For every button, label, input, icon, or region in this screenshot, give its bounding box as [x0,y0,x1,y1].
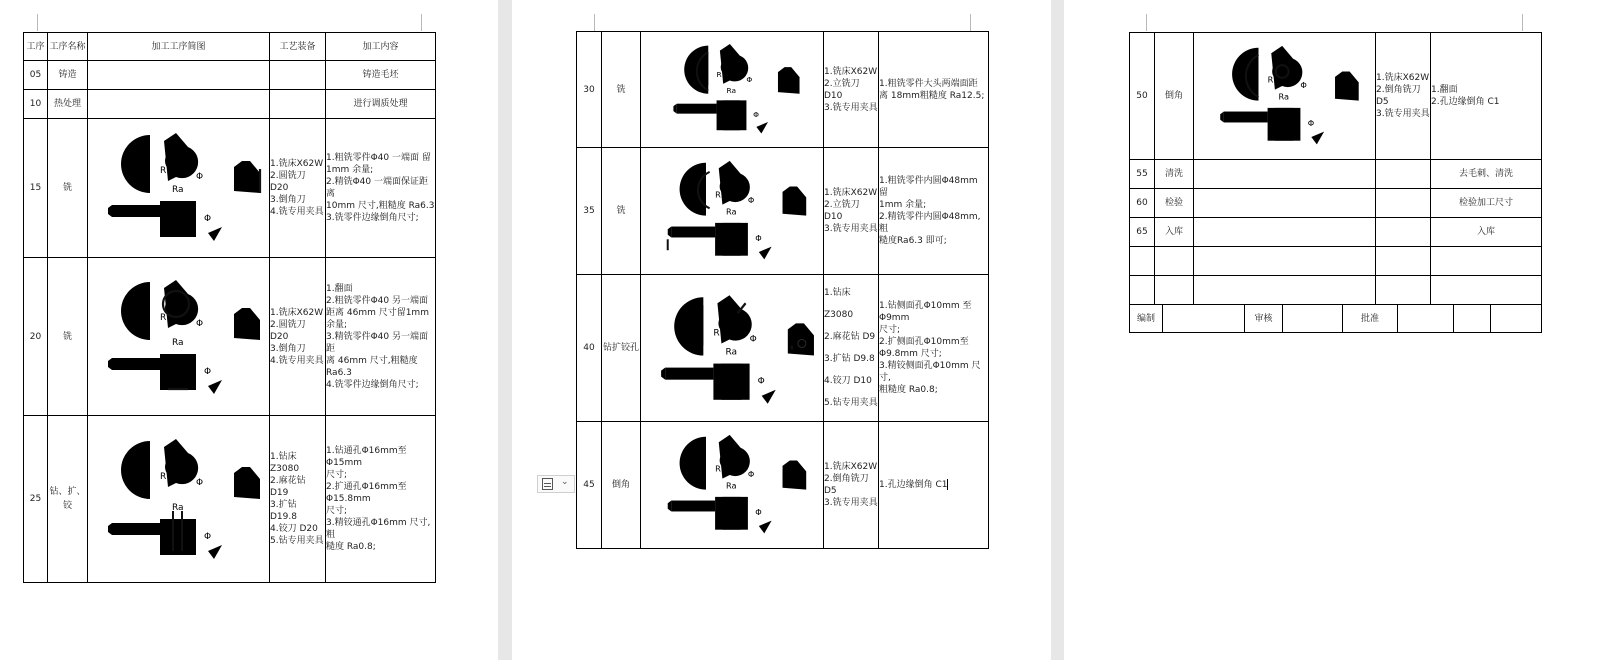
table-layout-control[interactable] [537,475,575,493]
equip-cell [270,90,326,119]
process-table-page-1 [23,32,436,583]
step-name: 铣 [602,148,641,275]
process-sketch [88,419,268,579]
step-no: 60 [1130,189,1155,218]
process-sketch [641,150,822,273]
table-row [1130,33,1542,160]
step-name: 铸造 [48,61,88,90]
table-row [577,32,989,148]
text-cursor [947,479,948,490]
signature-row [1129,304,1542,333]
table-row [24,90,436,119]
step-no: 40 [577,275,602,422]
step-no: 20 [24,258,48,416]
sketch-cell [88,258,270,416]
step-no: 10 [24,90,48,119]
table-row [1130,218,1542,247]
step-name: 热处理 [48,90,88,119]
table-row [24,416,436,583]
sketch-cell [88,416,270,583]
equip-cell: 1.铣床X62W 2.圆铣刀 D20 3.倒角刀 4.铣专用夹具 [270,258,326,416]
process-sketch [88,262,268,412]
step-no: 50 [1130,33,1155,160]
content-cell: 进行调质处理 [326,90,436,119]
process-sketch [88,121,268,256]
content-cell: 铸造毛坯 [326,61,436,90]
process-sketch [641,277,822,420]
sketch-cell [641,275,824,422]
step-name: 钻、扩、铰 [48,416,88,583]
header-sketch: 加工工序简图 [88,33,270,61]
step-name: 倒角 [602,422,641,549]
equip-cell: 1.铣床X62W 2.倒角铣刀 D5 3.铣专用夹具 [1376,33,1431,160]
step-no: 15 [24,119,48,258]
review-label: 审核 [1245,305,1283,333]
step-name: 倒角 [1155,33,1194,160]
table-row [1130,276,1542,305]
header-content: 加工内容 [326,33,436,61]
table-row [577,275,989,422]
review-field[interactable] [1283,305,1343,333]
equip-cell: 1.铣床X62W 2.倒角铣刀 D5 3.铣专用夹具 [824,422,879,549]
content-cell: 检验加工尺寸 [1431,189,1542,218]
step-no: 45 [577,422,602,549]
table-row [1130,247,1542,276]
content-cell: 1.翻面 2.孔边缘倒角 C1 [1431,33,1542,160]
process-table-page-2 [576,31,989,549]
process-table-page-3 [1129,32,1542,305]
header-equip: 工艺装备 [270,33,326,61]
step-name: 入库 [1155,218,1194,247]
table-row [1130,160,1542,189]
sketch-cell [88,90,270,119]
step-name: 检验 [1155,189,1194,218]
step-name: 铣 [48,258,88,416]
chevron-down-icon[interactable]: ⌄ [561,477,569,487]
equip-cell: 1.钻床Z3080 2.麻花钻 D19 3.扩钻 D19.8 4.铰刀 D20 5.钻专用夹具 [270,416,326,583]
equip-cell: 1.铣床X62W 2.立铣刀 D10 3.铣专用夹具 [824,32,879,148]
header-name: 工序名称 [48,33,88,61]
sketch-cell [1194,33,1376,160]
table-row [24,119,436,258]
process-sketch [641,424,822,547]
compile-label: 编制 [1130,305,1163,333]
approve-label: 批准 [1343,305,1398,333]
header-step: 工序 [24,33,48,61]
step-name: 铣 [48,119,88,258]
compile-field[interactable] [1163,305,1245,333]
content-cell: 1.粗铣零件大头两端面距 离 18mm粗糙度 Ra12.5; [879,32,989,148]
table-row [1130,189,1542,218]
table-layout-icon [542,478,553,490]
equip-cell: 1.铣床X62W 2.立铣刀 D10 3.铣专用夹具 [824,148,879,275]
content-cell: 1.翻面 2.粗铣零件Φ40 另一端面 距离 46mm 尺寸留1mm余量; 3.精铣零件Φ40 另一端面距 离 46mm 尺寸,粗糙度 Ra6.3 4.铣零件边缘倒角尺寸; [326,258,436,416]
step-no: 25 [24,416,48,583]
sketch-cell [641,32,824,148]
equip-cell [270,61,326,90]
sketch-cell [641,148,824,275]
content-cell: 1.粗铣零件内圆Φ48mm 留 1mm 余量; 2.精铣零件内圆Φ48mm,粗 糙度Ra6.3 即可; [879,148,989,275]
content-cell: 去毛刺、清洗 [1431,160,1542,189]
table-row [577,148,989,275]
step-name: 清洗 [1155,160,1194,189]
table-row [577,422,989,549]
step-no: 55 [1130,160,1155,189]
sketch-cell [641,422,824,549]
content-cell: 入库 [1431,218,1542,247]
process-sketch [1194,35,1374,158]
process-sketch [641,34,822,146]
page-1 [0,0,498,660]
table-row [24,61,436,90]
step-no: 65 [1130,218,1155,247]
page-gutter-right [1051,0,1064,660]
content-cell: 1.粗铣零件Φ40 一端面 留 1mm 余量; 2.精铣Φ40 一端面保证距离 10mm 尺寸,粗糙度 Ra6.3 3.铣零件边缘倒角尺寸; [326,119,436,258]
step-name: 铣 [602,32,641,148]
equip-cell: 1.铣床X62W 2.圆铣刀 D20 3.倒角刀 4.铣专用夹具 [270,119,326,258]
content-cell: 1.钻侧面孔Φ10mm 至Φ9mm 尺寸; 2.扩侧面孔Φ10mm至 Φ9.8mm 尺寸; 3.精铰侧面孔Φ10mm 尺寸, 粗糙度 Ra0.8; [879,275,989,422]
step-no: 05 [24,61,48,90]
equip-cell: 1.钻床Z3080 2.麻花钻 D9 3.扩钻 D9.8 4.铰刀 D10 5.钻专用夹具 [824,275,879,422]
approve-field[interactable] [1398,305,1454,333]
content-cell[interactable]: 1.孔边缘倒角 C1 [879,422,989,549]
sketch-cell [88,61,270,90]
page-gutter-left [498,0,512,660]
step-no: 35 [577,148,602,275]
step-no: 30 [577,32,602,148]
step-name: 钻扩铰孔 [602,275,641,422]
sketch-cell [88,119,270,258]
content-cell: 1.钻通孔Φ16mm至Φ15mm 尺寸; 2.扩通孔Φ16mm至Φ15.8mm 尺寸; 3.精铰通孔Φ16mm 尺寸,粗 糙度 Ra0.8; [326,416,436,583]
table-row [24,258,436,416]
